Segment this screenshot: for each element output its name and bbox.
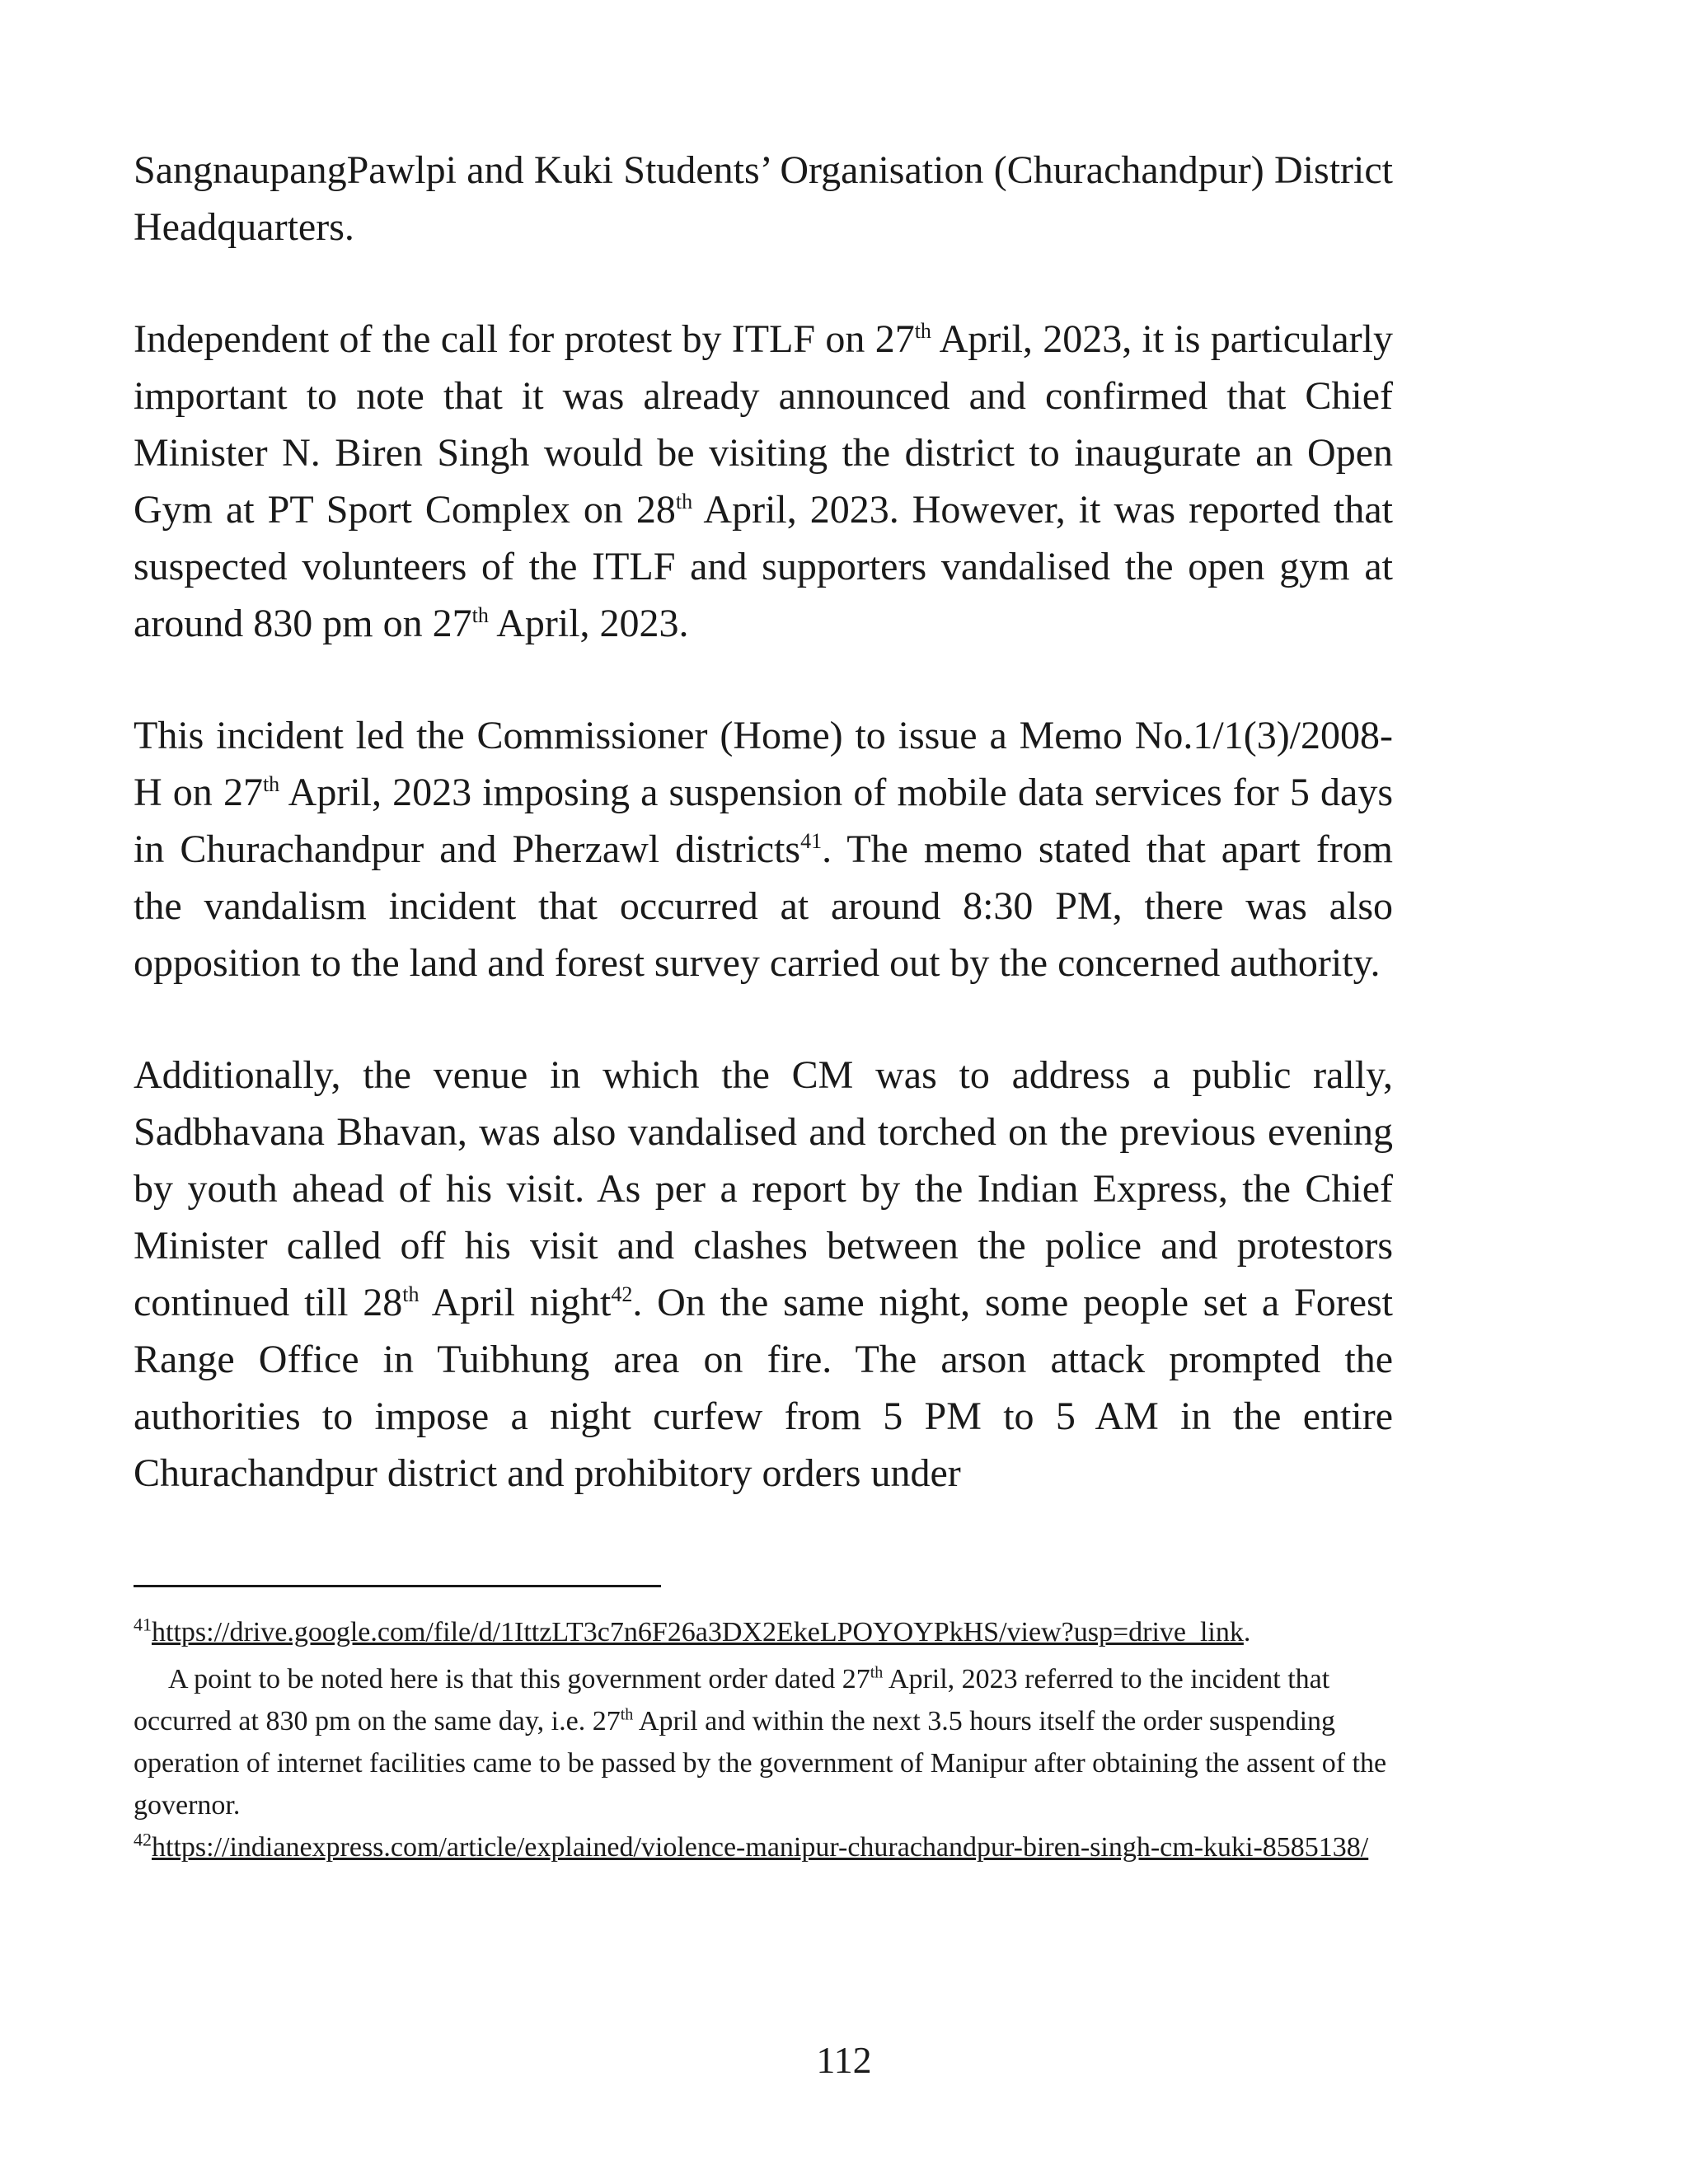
footnote-punctuation: .: [1243, 1617, 1251, 1647]
paragraph-text: SangnaupangPawlpi and Kuki Students’ Organisation (Churachandpur) District Headquarters.: [134, 148, 1393, 249]
ordinal-superscript: th: [914, 319, 931, 343]
paragraph-4: [134, 1047, 1393, 1502]
paragraph-text: Independent of the call for protest by ITLF on 27: [134, 317, 915, 361]
footnote-ref-41[interactable]: 41: [800, 829, 823, 853]
paragraph-text: This incident led the Commissioner (Home) to issue a Memo No.1/1(3)/2008-H on 27: [134, 714, 1393, 814]
paragraph-1: [134, 142, 1393, 255]
footnote-text: April and within the next 3.5 hours itself the order suspending operation of internet facilities came to be passed by the government of Manipur after obtaining the assent of the governor.: [134, 1706, 1387, 1821]
footnote-42: [134, 1826, 1393, 1868]
footnote-divider: [134, 1585, 661, 1587]
footnote-41-note: [134, 1658, 1393, 1826]
footnote-number: 41: [134, 1614, 152, 1635]
footnote-42-link[interactable]: https://indianexpress.com/article/explained/violence-manipur-churachandpur-biren-singh-cm-kuki-8585138/: [152, 1832, 1369, 1863]
paragraph-text: April, 2023 imposing a suspension of mobile data services for 5 days in Churachandpur and Pherzawl districts: [134, 771, 1393, 871]
ordinal-superscript: th: [620, 1705, 634, 1724]
ordinal-superscript: th: [870, 1663, 884, 1682]
page-number: 112: [816, 2039, 872, 2081]
paragraph-2: [134, 311, 1393, 652]
ordinal-superscript: th: [675, 490, 693, 513]
ordinal-superscript: th: [471, 603, 489, 627]
footnote-41: [134, 1611, 1393, 1653]
paragraph-text: April, 2023, it is particularly important to note that it was already announced and confirmed that Chief Minister N. Biren Singh would be visiting the district to inaugurate an Open Gym at PT Sport Complex on 28: [134, 317, 1393, 532]
footnote-ref-42[interactable]: 42: [611, 1282, 633, 1306]
paragraph-text: April, 2023. However, it was reported that suspected volunteers of the ITLF and supporters vandalised the open gym at around 830 pm on 27: [134, 488, 1394, 645]
paragraph-text: April night: [419, 1281, 612, 1324]
footnote-41-link[interactable]: https://drive.google.com/file/d/1IttzLT3c7n6F26a3DX2EkeLPOYOYPkHS/view?usp=drive_link: [152, 1617, 1244, 1647]
page-body: [134, 142, 1393, 1557]
ordinal-superscript: th: [262, 772, 280, 796]
ordinal-superscript: th: [402, 1282, 420, 1306]
paragraph-text: . On the same night, some people set a Forest Range Office in Tuibhung area on fire. The arson attack prompted the authorities to impose a night curfew from 5 PM to 5 AM in the entire Churachandpur district and prohibitory orders under: [134, 1281, 1394, 1495]
paragraph-text: . The memo stated that apart from the vandalism incident that occurred at around 8:30 PM, there was also opposition to the land and forest survey carried out by the concerned authority.: [134, 827, 1394, 985]
footnotes-section: [134, 1611, 1393, 1868]
footnote-text: April, 2023 referred to the incident that occurred at 830 pm on the same day, i.e. 27: [134, 1664, 1330, 1736]
paragraph-text: Additionally, the venue in which the CM was to address a public rally, Sadbhavana Bhavan, was also vandalised and torched on the previous evening by youth ahead of his visit. As per a report by the Indian Express, the Chief Minister called off his visit and clashes between the police and protestors continued till 28: [134, 1053, 1393, 1324]
footnote-number: 42: [134, 1829, 152, 1850]
paragraph-text: April, 2023.: [488, 602, 689, 645]
paragraph-3: [134, 707, 1393, 991]
footnote-text: A point to be noted here is that this government order dated 27: [168, 1664, 870, 1694]
